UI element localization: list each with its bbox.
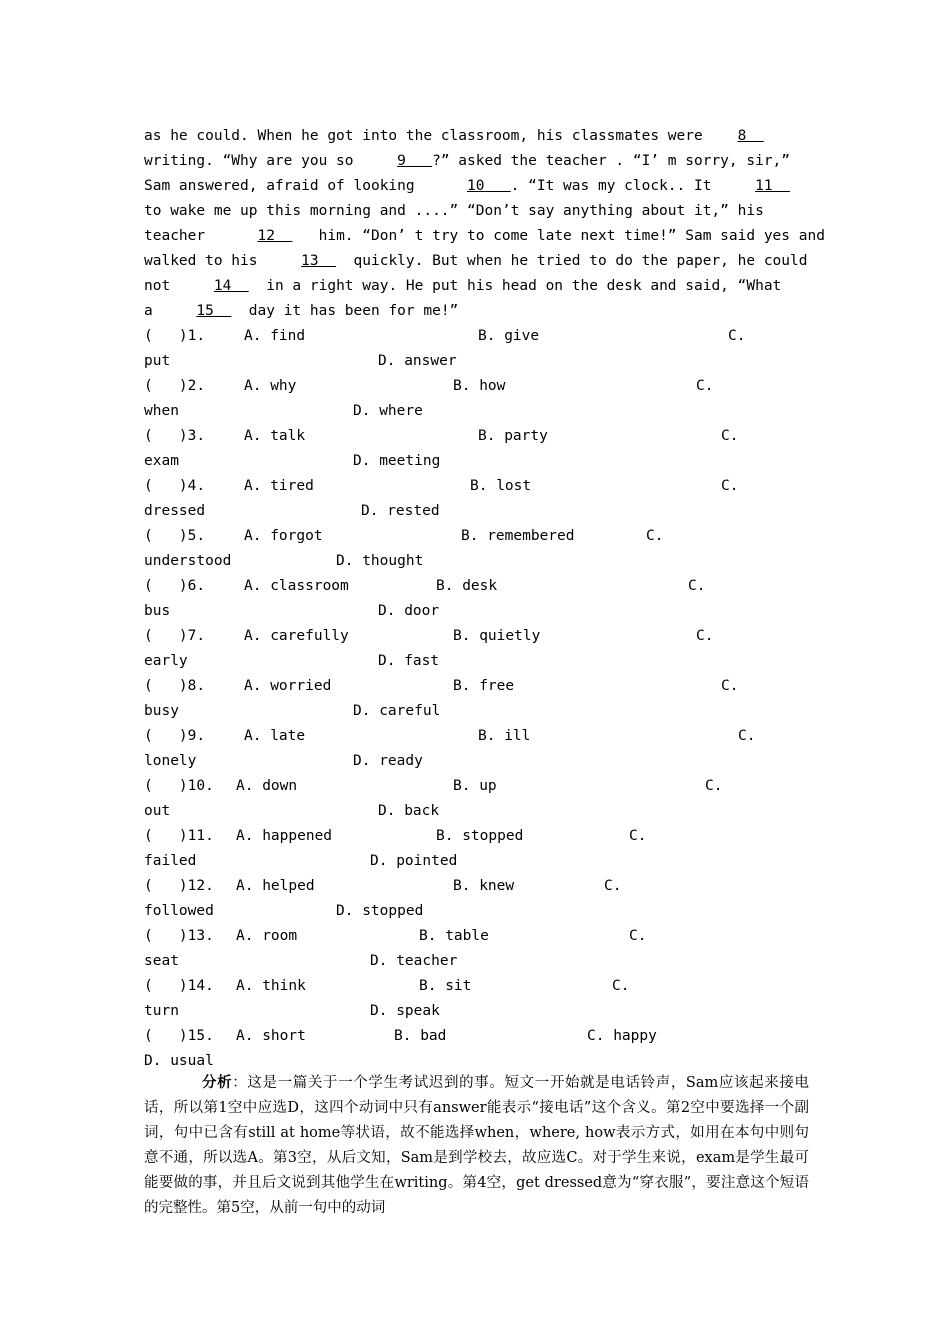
passage-text: ?” asked the teacher . “I’ m sorry, sir,” [432,153,791,169]
option-c: C. [721,478,739,494]
option-b: B. knew [453,878,515,894]
passage-line [144,274,814,299]
option-c: C. [721,678,739,694]
passage-text: teacher [144,228,258,244]
question-row [144,774,824,799]
option-c-text: understood [144,553,232,569]
passage-line [144,249,814,274]
question-number: ( )13. [144,928,214,944]
option-a: A. room [236,928,298,944]
option-a: A. late [244,728,306,744]
question-row [144,724,824,749]
option-d: D. teacher [370,953,458,969]
question-row [144,374,824,399]
question-row [144,624,824,649]
question-row [144,424,824,449]
option-a: A. short [236,1028,306,1044]
option-a: A. helped [236,878,315,894]
option-c-text: when [144,403,179,419]
analysis-label: 分析 [202,1074,233,1091]
passage-text: him. “Don’ t try to come late next time!” Sam said yes and [292,228,825,244]
option-c-text: followed [144,903,214,919]
option-c: C. [646,528,664,544]
question-number: ( )15. [144,1028,214,1044]
option-d: D. door [378,603,440,619]
option-c: C. [604,878,622,894]
question-row-continued [144,449,824,474]
question-row [144,1024,824,1049]
option-c: C. happy [587,1028,657,1044]
passage-text: quickly. But when he tried to do the paper, he could [336,253,808,269]
question-row-continued [144,399,824,424]
option-c: C. [721,428,739,444]
option-a: A. find [244,328,306,344]
question-row [144,324,824,349]
option-c-text: dressed [144,503,206,519]
option-c-text: lonely [144,753,197,769]
question-row-continued [144,549,824,574]
option-c-text: seat [144,953,179,969]
blank-number: 11 [755,178,791,194]
option-a: A. classroom [244,578,349,594]
option-b: B. ill [478,728,531,744]
option-c: C. [612,978,630,994]
analysis-text: ：这是一篇关于一个学生考试迟到的事。短文一开始就是电话铃声，Sam应该起来接电话，所以第1空中应选D，这四个动词中只有answer能表示“接电话”这个含义。第2空中要选择一个副词，句中已含有still at home等状语，故不能选择when，where, how表示方式，如用在本句中则句意不通，所以选A。第3空，从后文知，Sam是到学校去，故应选C。对于学生来说，exam是学生最可能要做的事，并且后文说到其他学生在writing。第4空，get dressed意为“穿衣服”，要注意这个短语的完整性。第5空，从前一句中的动词 [144,1075,810,1216]
question-row-continued [144,749,824,774]
passage-text: to wake me up this morning and ....” “Don’t say anything about it,” his [144,203,764,219]
option-b: B. stopped [436,828,524,844]
question-row [144,874,824,899]
question-row-continued [144,699,824,724]
passage-line [144,299,814,324]
passage-text: writing. “Why are you so [144,153,398,169]
option-c-text: exam [144,453,179,469]
option-d: D. ready [353,753,423,769]
blank-number: 14 [213,278,249,294]
blank-number: 15 [196,303,232,319]
question-number: ( )3. [144,428,206,444]
question-number: ( )2. [144,378,206,394]
option-c-text: D. usual [144,1053,214,1069]
question-row-continued [144,949,824,974]
option-b: B. desk [436,578,498,594]
option-d: D. fast [378,653,440,669]
analysis-paragraph [144,1070,809,1221]
option-b: B. table [419,928,489,944]
question-number: ( )14. [144,978,214,994]
option-b: B. sit [419,978,472,994]
question-number: ( )1. [144,328,206,344]
option-d: D. answer [378,353,457,369]
question-row-continued [144,649,824,674]
option-a: A. forgot [244,528,323,544]
option-b: B. lost [470,478,532,494]
question-number: ( )12. [144,878,214,894]
question-number: ( )11. [144,828,214,844]
option-c-text: early [144,653,188,669]
question-number: ( )9. [144,728,206,744]
passage-text: walked to his [144,253,302,269]
option-b: B. up [453,778,497,794]
option-c-text: bus [144,603,171,619]
passage-line [144,124,814,149]
passage-text: a [144,303,197,319]
question-number: ( )10. [144,778,214,794]
passage-line [144,199,814,224]
option-a: A. down [236,778,298,794]
option-c: C. [629,928,647,944]
option-b: B. bad [394,1028,447,1044]
passage-line [144,149,814,174]
option-d: D. speak [370,1003,440,1019]
option-b: B. free [453,678,515,694]
passage-text: in a right way. He put his head on the desk and said, “What [248,278,782,294]
question-row-continued [144,899,824,924]
option-c: C. [696,378,714,394]
passage-text: day it has been for me!” [231,303,459,319]
option-c-text: turn [144,1003,179,1019]
question-number: ( )7. [144,628,206,644]
question-list [144,324,824,1074]
option-c-text: out [144,803,171,819]
option-b: B. give [478,328,540,344]
option-a: A. happened [236,828,333,844]
option-b: B. how [453,378,506,394]
blank-number: 12 [257,228,293,244]
option-c: C. [738,728,756,744]
analysis-section [144,1070,809,1221]
question-row [144,924,824,949]
option-a: A. tired [244,478,314,494]
blank-number: 9 [397,153,433,169]
question-row [144,824,824,849]
option-d: D. stopped [336,903,424,919]
option-a: A. think [236,978,306,994]
question-row-continued [144,599,824,624]
question-row-continued [144,349,824,374]
option-b: B. quietly [453,628,541,644]
passage-line [144,174,814,199]
option-d: D. thought [336,553,424,569]
blank-number: 10 [467,178,511,194]
blank-number: 8 [737,128,764,144]
option-d: D. careful [353,703,441,719]
option-b: B. remembered [461,528,575,544]
question-row [144,974,824,999]
question-number: ( )5. [144,528,206,544]
option-c: C. [688,578,706,594]
option-d: D. rested [361,503,440,519]
option-c: C. [629,828,647,844]
option-d: D. meeting [353,453,441,469]
option-c-text: failed [144,853,197,869]
option-a: A. why [244,378,297,394]
option-b: B. party [478,428,548,444]
option-c: C. [728,328,746,344]
option-a: A. carefully [244,628,349,644]
question-row-continued [144,799,824,824]
question-row [144,474,824,499]
option-c: C. [696,628,714,644]
question-number: ( )4. [144,478,206,494]
passage-text: Sam answered, afraid of looking [144,178,468,194]
option-d: D. where [353,403,423,419]
option-a: A. talk [244,428,306,444]
question-row [144,574,824,599]
question-number: ( )8. [144,678,206,694]
option-c-text: busy [144,703,179,719]
passage-text: as he could. When he got into the classroom, his classmates were [144,128,738,144]
question-row [144,524,824,549]
option-d: D. back [378,803,440,819]
question-number: ( )6. [144,578,206,594]
option-c-text: put [144,353,171,369]
passage-text: . “It was my clock.. It [510,178,756,194]
passage-text: not [144,278,214,294]
cloze-passage [144,124,825,324]
question-row-continued [144,999,824,1024]
question-row [144,674,824,699]
question-row-continued [144,849,824,874]
option-d: D. pointed [370,853,458,869]
option-c: C. [705,778,723,794]
passage-line [144,224,825,249]
question-row-continued [144,499,824,524]
blank-number: 13 [301,253,337,269]
option-a: A. worried [244,678,332,694]
